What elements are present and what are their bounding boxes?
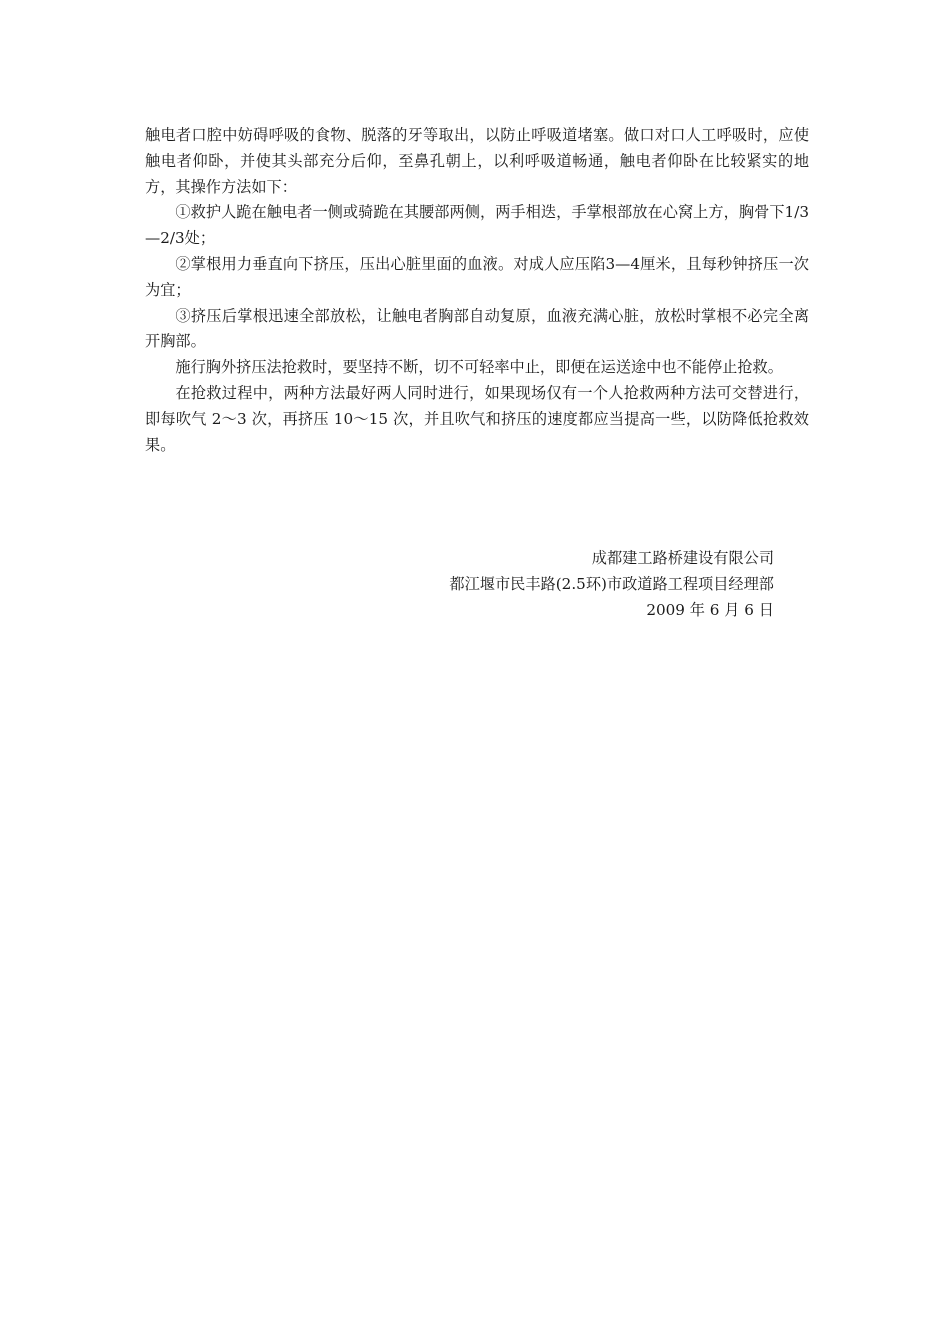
paragraph-step-2: ②掌根用力垂直向下挤压，压出心脏里面的血液。对成人应压陷3—4厘米，且每秒钟挤压一次为宜； — [145, 254, 809, 299]
signature-department: 都江堰市民丰路(2.5环)市政道路工程项目经理部 — [449, 574, 774, 593]
paragraph-alternation: 在抢救过程中，两种方法最好两人同时进行，如果现场仅有一个人抢救两种方法可交替进行，即每吹气 2～3 次，再挤压 10～15 次，并且吹气和挤压的速度都应当提高一些，以防降低抢救效果。 — [145, 383, 809, 454]
paragraph-persistence: 施行胸外挤压法抢救时，要坚持不断，切不可轻率中止，即便在运送途中也不能停止抢救。 — [175, 358, 783, 377]
document-body — [145, 123, 809, 458]
paragraph-step-1: ①救护人跪在触电者一侧或骑跪在其腰部两侧，两手相迭，手掌根部放在心窝上方，胸骨下1/3—2/3处； — [145, 203, 809, 248]
signature-block — [449, 546, 774, 623]
signature-company: 成都建工路桥建设有限公司 — [591, 549, 774, 567]
signature-date: 2009 年 6 月 6 日 — [646, 600, 774, 619]
paragraph-intro: 触电者口腔中妨碍呼吸的食物、脱落的牙等取出，以防止呼吸道堵塞。做口对口人工呼吸时，应使触电者仰卧，并使其头部充分后仰，至鼻孔朝上，以利呼吸道畅通，触电者仰卧在比较紧实的地方，其操作方法如下： — [145, 126, 809, 196]
paragraph-step-3: ③挤压后掌根迅速全部放松，让触电者胸部自动复原，血液充满心脏，放松时掌根不必完全离开胸部。 — [145, 306, 809, 351]
